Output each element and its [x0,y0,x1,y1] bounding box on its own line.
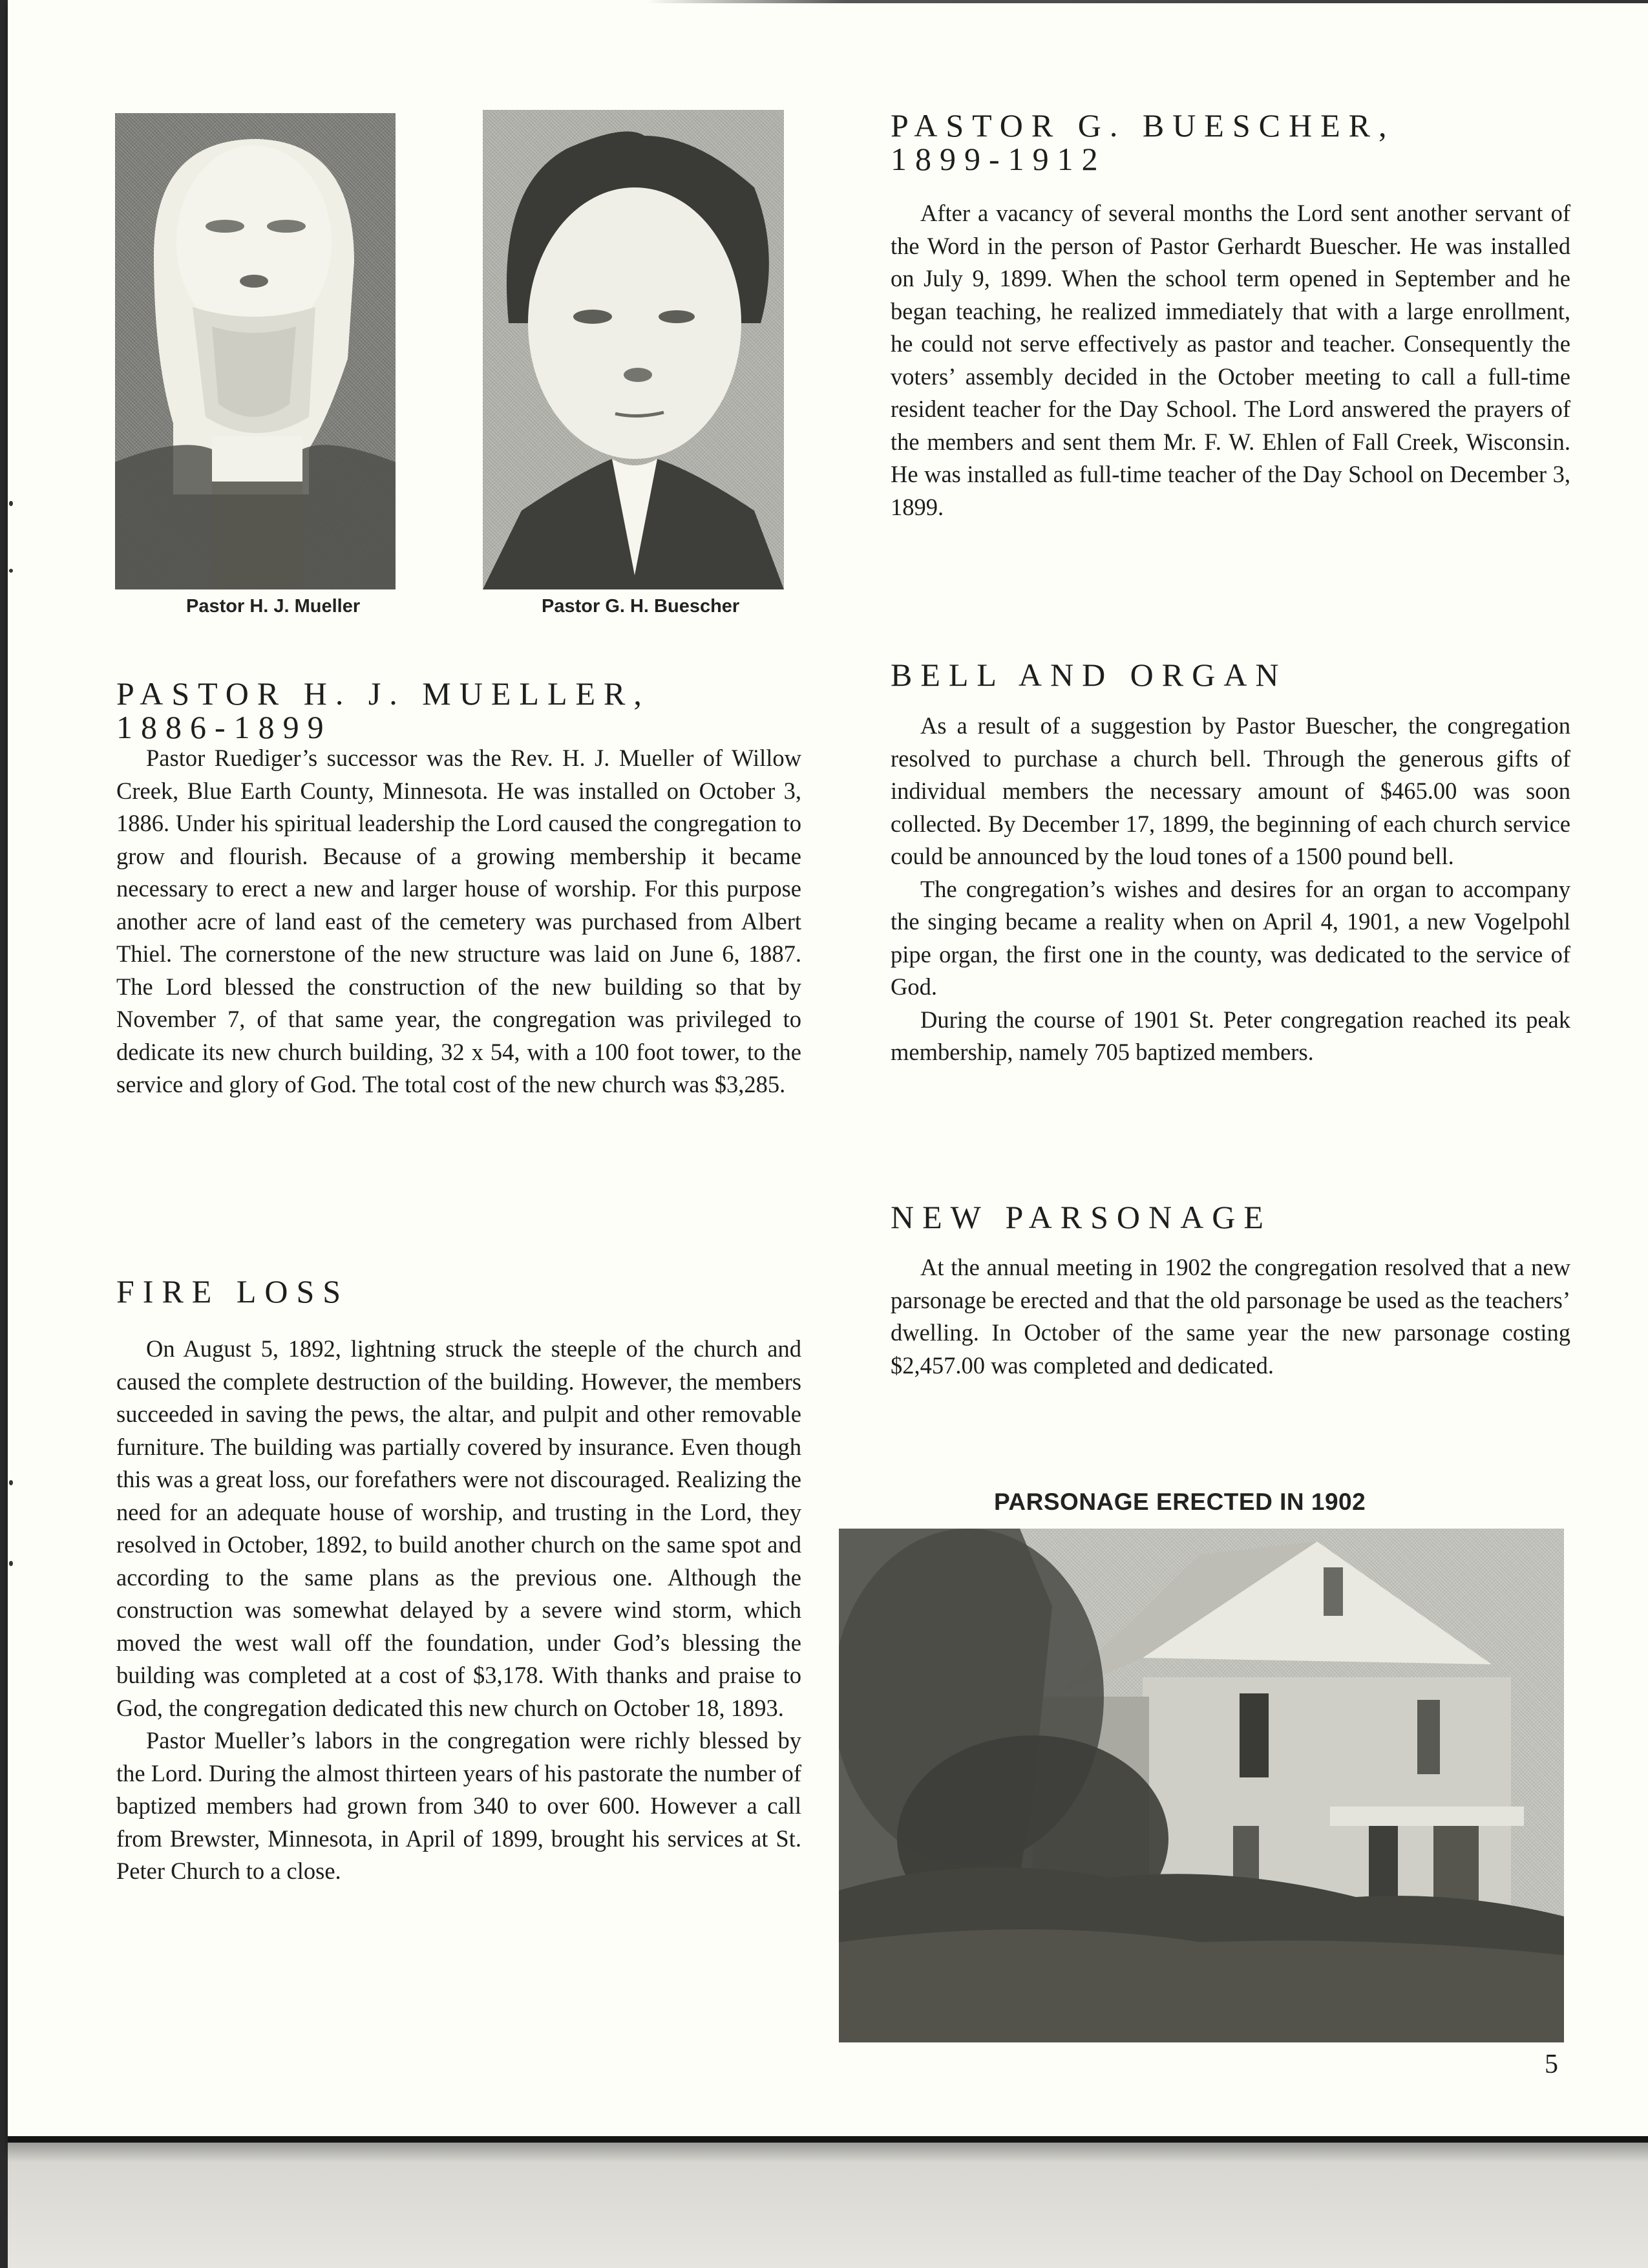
caption-parsonage: PARSONAGE ERECTED IN 1902 [994,1489,1366,1515]
heading-fire-loss: FIRE LOSS [116,1273,350,1309]
scan-speck [9,1480,13,1485]
scan-speck [9,1561,13,1566]
heading-line-2: 1899-1912 [891,141,1106,177]
caption-pastor-mueller: Pastor H. J. Mueller [186,596,361,617]
paragraph: On August 5, 1892, lightning struck the steeple of the church and caused the complete destruction of the building. However, the members succeeded in saving the pews, the altar, and pulpit and other removable furniture. The building was partially covered by insurance. Even though this was a great loss, our forefathers were not discouraged. Realizing the need for an adequate house of worship, and trusting in the Lord, they resolved in October, 1892, to build another church on the same spot and according to the same plans as the previous one. Although the construction was somewhat delayed by a severe wind storm, which moved the west wall off the foundation, under God’s blessing the building was completed at a cost of $3,178. With thanks and praise to God, the congregation dedicated this new church on October 18, 1893. [116,1335,801,1721]
scanner-background [8,2143,1648,2268]
paragraph: At the annual meeting in 1902 the congregation resolved that a new parsonage be erected and that the old parsonage be used as the teachers’ dwelling. In October of the same year the new parsonage costing $2,457.00 was completed and dedicated. [891,1254,1570,1379]
photo-pastor-mueller [115,113,396,589]
parsonage-house-illustration [839,1529,1564,2042]
paragraph: After a vacancy of several months the Lord sent another servant of the Word in the person of Pastor Gerhardt Buescher. He was installed on July 9, 1899. When the school term opened in September and he began teaching, he realized immediately that with a large enrollment, he could not serve effectively as pastor and teacher. Consequently the voters’ assembly decided in the October meeting to call a full-time resident teacher for the Day School. The Lord answered the prayers of the members and sent them Mr. F. W. Ehlen of Fall Creek, Wisconsin. He was installed as full-time teacher of the Day School on December 3, 1899. [891,200,1570,520]
photo-pastor-buescher [483,110,784,589]
scan-top-shadow [646,0,1648,3]
portrait-buescher-illustration [483,110,784,589]
scan-speck [9,569,13,573]
portrait-mueller-illustration [115,113,396,589]
heading-pastor-mueller [116,677,801,744]
text-fire-loss [116,1333,801,1888]
photo-parsonage [839,1529,1564,2042]
heading-line-1: PASTOR H. J. MUELLER, [116,675,650,712]
heading-line-2: 1886-1899 [116,709,332,745]
page-number: 5 [1545,2050,1558,2079]
text-new-parsonage [891,1251,1570,1382]
text-pastor-mueller [116,742,801,1101]
scan-left-edge [0,0,8,2268]
heading-line-1: PASTOR G. BUESCHER, [891,107,1395,143]
heading-bell-and-organ: BELL AND ORGAN [891,657,1287,693]
text-pastor-buescher [891,197,1570,524]
paragraph: During the course of 1901 St. Peter congregation reached its peak membership, namely 705 baptized members. [891,1006,1570,1065]
text-bell-and-organ [891,710,1570,1069]
heading-new-parsonage: NEW PARSONAGE [891,1199,1272,1235]
caption-pastor-buescher: Pastor G. H. Buescher [542,596,740,617]
paragraph: As a result of a suggestion by Pastor Buescher, the congregation resolved to purchase a church bell. Through the generous gifts of individual members the necessary amount of $465.00 was soon collected. By December 17, 1899, the beginning of each church service could be announced by the loud tones of a 1500 pound bell. [891,712,1570,869]
scan-speck [9,501,13,506]
heading-pastor-buescher [891,109,1570,176]
paragraph: Pastor Mueller’s labors in the congregation were richly blessed by the Lord. During the almost thirteen years of his pastorate the number of baptized members had grown from 340 to over 600. However a call from Brewster, Minnesota, in April of 1899, brought his services at St. Peter Church to a close. [116,1727,801,1884]
paragraph: Pastor Ruediger’s successor was the Rev. H. J. Mueller of Willow Creek, Blue Earth County, Minnesota. He was installed on October 3, 1886. Under his spiritual leadership the Lord caused the congregation to grow and flourish. Because of a growing membership it became necessary to erect a new and larger house of worship. For this purpose another acre of land east of the cemetery was purchased from Albert Thiel. The cornerstone of the new structure was laid on June 6, 1887. The Lord blessed the construction of the new building so that by November 7, of that same year, the congregation was privileged to dedicate its new church building, 32 x 54, with a 100 foot tower, to the service and glory of God. The total cost of the new church was $3,285. [116,745,801,1097]
paragraph: The congregation’s wishes and desires for an organ to accompany the singing became a reality when on April 4, 1901, a new Vogelpohl pipe organ, the first one in the county, was dedicated to the service of God. [891,875,1570,1000]
